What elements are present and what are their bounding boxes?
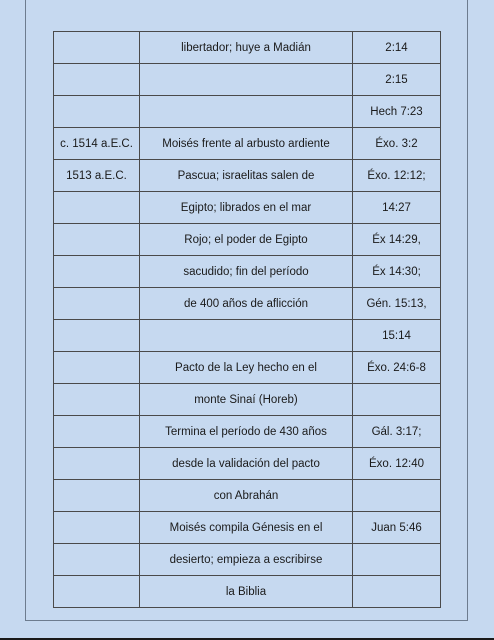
reference-cell: Éx 14:29, [353, 224, 441, 256]
table-row [54, 352, 441, 384]
event-cell [140, 64, 353, 96]
event-cell: la Biblia [140, 576, 353, 608]
table-row [54, 160, 441, 192]
date-cell [54, 320, 140, 352]
reference-cell: Éxo. 24:6-8 [353, 352, 441, 384]
table-row [54, 288, 441, 320]
date-cell [54, 192, 140, 224]
date-cell [54, 544, 140, 576]
table-row [54, 384, 441, 416]
event-cell: libertador; huye a Madián [140, 32, 353, 64]
reference-cell: Éx 14:30; [353, 256, 441, 288]
reference-cell [353, 480, 441, 512]
table-row [54, 512, 441, 544]
event-cell: Pascua; israelitas salen de [140, 160, 353, 192]
date-cell [54, 448, 140, 480]
reference-cell [353, 544, 441, 576]
reference-cell [353, 576, 441, 608]
table-row [54, 128, 441, 160]
reference-cell [353, 384, 441, 416]
event-cell: de 400 años de aflicción [140, 288, 353, 320]
date-cell [54, 576, 140, 608]
timeline-table [53, 31, 441, 608]
event-cell: Rojo; el poder de Egipto [140, 224, 353, 256]
event-cell: Moisés compila Génesis en el [140, 512, 353, 544]
event-cell: Egipto; librados en el mar [140, 192, 353, 224]
date-cell [54, 256, 140, 288]
reference-cell: Gál. 3:17; [353, 416, 441, 448]
event-cell: desierto; empieza a escribirse [140, 544, 353, 576]
event-cell: Pacto de la Ley hecho en el [140, 352, 353, 384]
table-row [54, 320, 441, 352]
table-row [54, 32, 441, 64]
date-cell [54, 64, 140, 96]
table-row [54, 96, 441, 128]
date-cell [54, 352, 140, 384]
event-cell: Termina el período de 430 años [140, 416, 353, 448]
date-cell [54, 480, 140, 512]
reference-cell: Éxo. 3:2 [353, 128, 441, 160]
date-cell: 1513 a.E.C. [54, 160, 140, 192]
event-cell: con Abrahán [140, 480, 353, 512]
reference-cell: Éxo. 12:40 [353, 448, 441, 480]
reference-cell: Hech 7:23 [353, 96, 441, 128]
table-row [54, 480, 441, 512]
table-row [54, 256, 441, 288]
timeline-table-body [54, 32, 441, 608]
date-cell [54, 32, 140, 64]
date-cell [54, 416, 140, 448]
date-cell: c. 1514 a.E.C. [54, 128, 140, 160]
date-cell [54, 96, 140, 128]
event-cell: sacudido; fin del período [140, 256, 353, 288]
table-row [54, 576, 441, 608]
table-row [54, 192, 441, 224]
date-cell [54, 224, 140, 256]
reference-cell: 15:14 [353, 320, 441, 352]
table-row [54, 544, 441, 576]
reference-cell: 14:27 [353, 192, 441, 224]
event-cell: Moisés frente al arbusto ardiente [140, 128, 353, 160]
table-row [54, 224, 441, 256]
table-row [54, 448, 441, 480]
table-row [54, 416, 441, 448]
event-cell [140, 320, 353, 352]
date-cell [54, 288, 140, 320]
table-row [54, 64, 441, 96]
reference-cell: 2:14 [353, 32, 441, 64]
event-cell: monte Sinaí (Horeb) [140, 384, 353, 416]
reference-cell: Éxo. 12:12; [353, 160, 441, 192]
date-cell [54, 384, 140, 416]
date-cell [54, 512, 140, 544]
event-cell: desde la validación del pacto [140, 448, 353, 480]
reference-cell: Juan 5:46 [353, 512, 441, 544]
event-cell [140, 96, 353, 128]
reference-cell: Gén. 15:13, [353, 288, 441, 320]
reference-cell: 2:15 [353, 64, 441, 96]
